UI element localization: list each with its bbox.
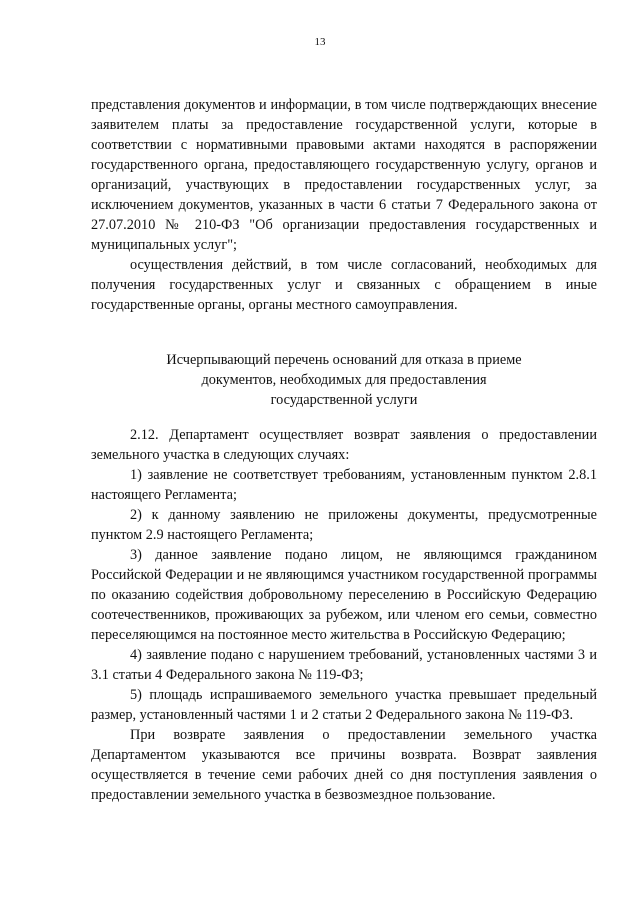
text-block-top (91, 95, 597, 315)
heading-line-2: документов, необходимых для предоставления (201, 372, 487, 388)
paragraph-return: При возврате заявления о предоставлении земельного участка Департаментом указываются все причины возврата. Возврат заявления осуществляется в течение семи рабочих дней со дня поступления заявления о предоставлении земельного участка в безвозмездное пользование. (91, 727, 597, 803)
section-heading (91, 350, 597, 410)
list-item-3: 3) данное заявление подано лицом, не являющимся гражданином Российской Федерации и не являющимся участником государственной программы по оказанию содействия добровольному переселению в Российскую Федерацию соотечественников, проживающих за рубежом, или членом его семьи, совместно переселяющимся на постоянное место жительства в Российскую Федерацию; (91, 547, 597, 643)
page-number: 13 (314, 36, 326, 48)
list-item-5: 5) площадь испрашиваемого земельного участка превышает предельный размер, установленный частями 1 и 2 статьи 2 Федерального закона № 119-ФЗ. (91, 687, 597, 723)
paragraph-actions: осуществления действий, в том числе согласований, необходимых для получения государственных услуг и связанных с обращением в иные государственные органы, органы местного самоуправления. (91, 257, 597, 313)
list-item-1: 1) заявление не соответствует требованиям, установленным пунктом 2.8.1 настоящего Регламента; (91, 467, 597, 503)
heading-line-3: государственной услуги (270, 392, 418, 408)
list-item-2: 2) к данному заявлению не приложены документы, предусмотренные пунктом 2.9 настоящего Регламента; (91, 507, 597, 543)
heading-line-1: Исчерпывающий перечень оснований для отказа в приеме (166, 352, 522, 368)
text-block-bottom (91, 425, 597, 805)
list-item-4: 4) заявление подано с нарушением требований, установленных частями 3 и 3.1 статьи 4 Федерального закона № 119-ФЗ; (91, 647, 597, 683)
paragraph-2-12: 2.12. Департамент осуществляет возврат заявления о предоставлении земельного участка в следующих случаях: (91, 427, 597, 463)
paragraph-continuation: представления документов и информации, в том числе подтверждающих внесение заявителем платы за предоставление государственной услуги, которые в соответствии с нормативными правовыми актами находятся в распоряжении государственного органа, предоставляющего государственную услугу, органов и организаций, участвующих в предоставлении государственных услуг, за исключением документов, указанных в части 6 статьи 7 Федерального закона от 27.07.2010 № 210-ФЗ "Об организации предоставления государственных и муниципальных услуг"; (91, 97, 597, 253)
